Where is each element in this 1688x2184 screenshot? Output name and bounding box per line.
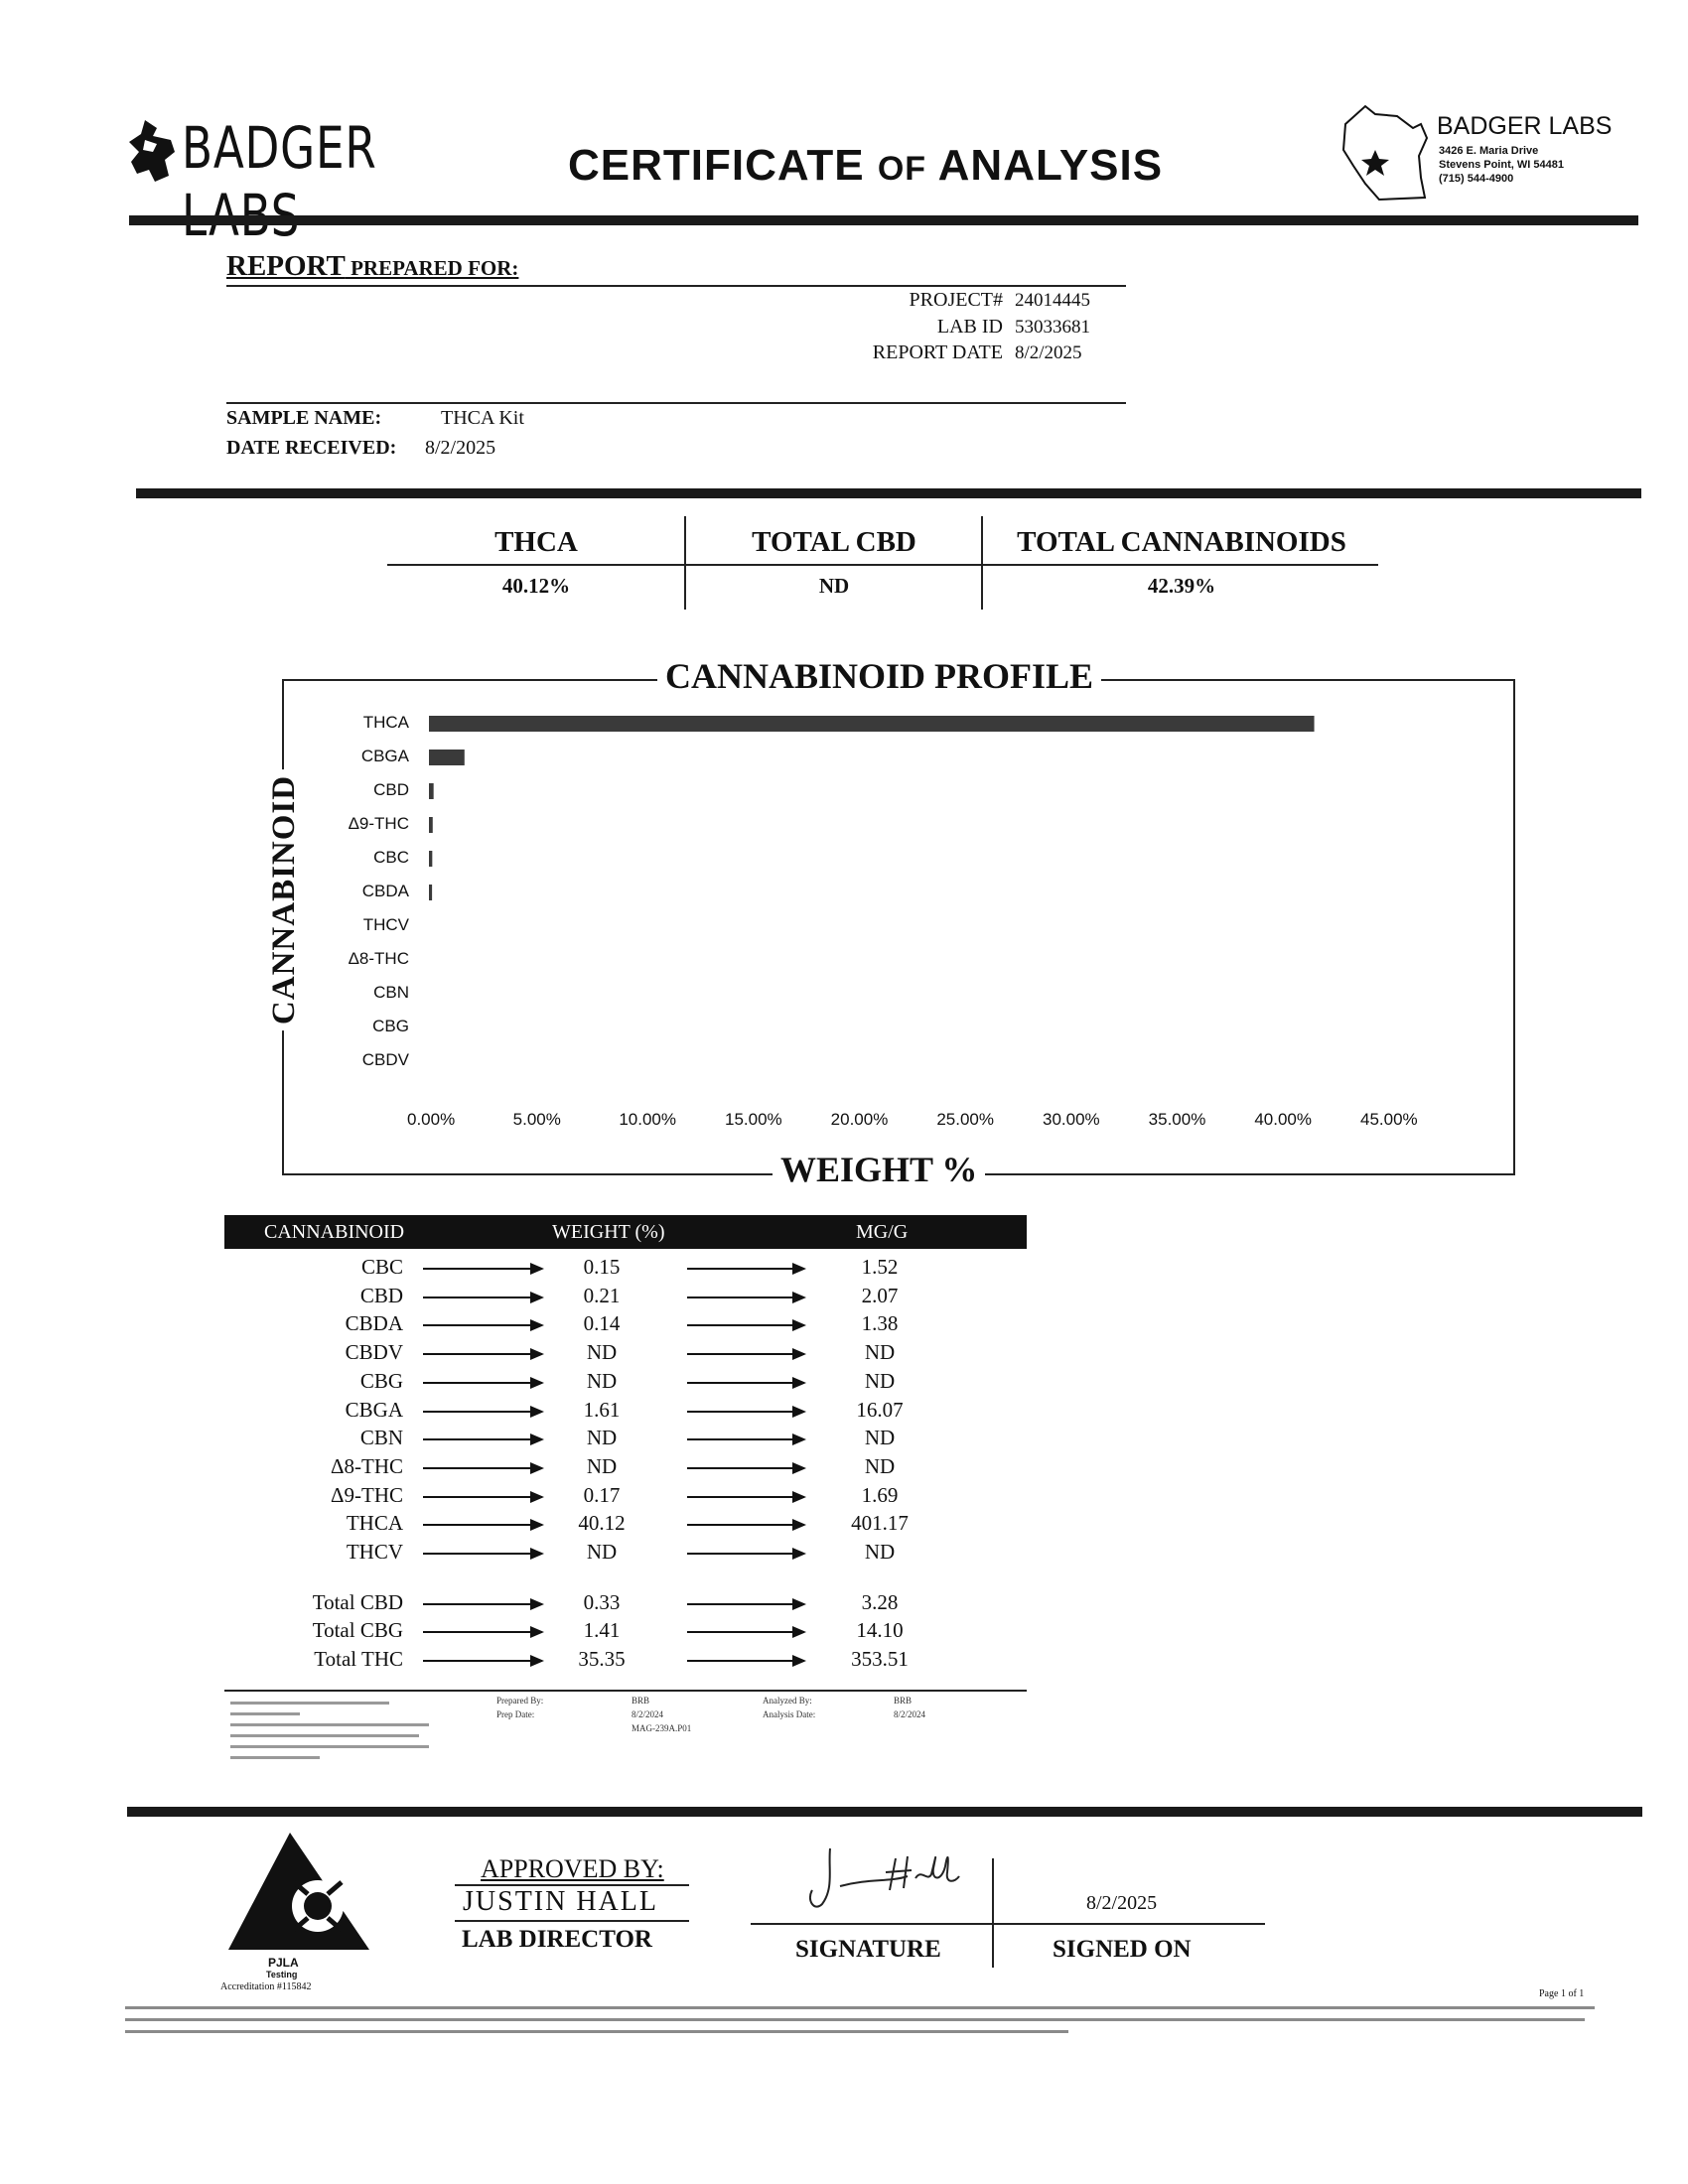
table-row-mgg: ND: [864, 1540, 896, 1564]
table-row-mgg: ND: [864, 1426, 896, 1450]
summary-thca-value: 40.12%: [501, 574, 571, 598]
row-arrow: [423, 1297, 542, 1298]
table-row-name: CBGA: [345, 1397, 403, 1422]
total-row-weight: 35.35: [578, 1647, 626, 1672]
chart-category-labels: [320, 713, 411, 1080]
director-name: JUSTIN HALL: [463, 1886, 658, 1917]
row-arrow: [423, 1324, 542, 1326]
total-row-name: Total CBG: [312, 1618, 403, 1643]
chart-title: CANNABINOID PROFILE: [657, 655, 1101, 697]
chart-bar: [429, 783, 434, 799]
table-row-weight: ND: [586, 1453, 618, 1478]
chart-category-label: CBDA: [361, 882, 409, 900]
title-of: OF: [877, 150, 927, 188]
chart-category-label: THCV: [362, 915, 409, 934]
chart-tick-label: 10.00%: [619, 1110, 676, 1129]
header-divider: [129, 215, 1638, 225]
chart-tick-label: 40.00%: [1254, 1110, 1312, 1129]
pjla-logo-icon: [220, 1829, 379, 1958]
row-arrow: [423, 1660, 542, 1662]
address-lab-name: BADGER LABS: [1437, 112, 1613, 140]
row-arrow: [423, 1268, 542, 1270]
row-arrow: [687, 1353, 804, 1355]
prep-date-value: 8/2/2024: [632, 1709, 664, 1719]
table-bottom-rule: [224, 1690, 1027, 1692]
date-received-value: 8/2/2025: [425, 437, 496, 459]
chart-tick-label: 35.00%: [1148, 1110, 1206, 1129]
row-arrow: [687, 1631, 804, 1633]
y-axis-title: CANNABINOID: [267, 768, 304, 1029]
row-arrow: [687, 1524, 804, 1526]
chart-tick-label: 25.00%: [936, 1110, 994, 1129]
chart-bar: [429, 851, 432, 867]
document-title: [568, 141, 1163, 191]
chart-bar: [429, 750, 465, 765]
col-header-mgg: MG/G: [856, 1221, 909, 1243]
analyzed-by-label: Analyzed By:: [763, 1696, 812, 1706]
row-arrow: [423, 1631, 542, 1633]
title-part-2: ANALYSIS: [926, 141, 1164, 190]
project-value: 24014445: [1015, 290, 1090, 311]
table-row-weight: 0.14: [583, 1311, 621, 1336]
col-header-weight: WEIGHT (%): [552, 1221, 665, 1243]
table-row-name: CBC: [360, 1255, 403, 1279]
row-arrow: [423, 1467, 542, 1469]
row-arrow: [687, 1324, 804, 1326]
project-label: PROJECT#: [909, 289, 1003, 311]
chart-tick-label: 30.00%: [1043, 1110, 1100, 1129]
sample-divider: [226, 402, 1126, 404]
address-line-1: 3426 E. Maria Drive: [1439, 145, 1539, 157]
sample-name-value: THCA Kit: [441, 407, 524, 429]
table-row-mgg: 2.07: [861, 1283, 899, 1307]
report-prepared-for: [226, 250, 518, 283]
x-axis-title: WEIGHT %: [773, 1149, 985, 1190]
wisconsin-map-icon: [1336, 94, 1435, 204]
logo-text: BADGER: [182, 114, 377, 182]
table-row-name: THCA: [346, 1511, 403, 1536]
summary-thca-label: THCA: [494, 526, 578, 558]
footer-divider: [127, 1807, 1642, 1817]
chart-category-label: CBN: [373, 983, 409, 1002]
chart-bar: [429, 716, 1315, 732]
chart-tick-label: 15.00%: [725, 1110, 782, 1129]
chart-bar: [429, 885, 432, 900]
results-table-body: [224, 1255, 1027, 1692]
report-underline: [226, 285, 1126, 287]
sample-name-label: SAMPLE NAME:: [226, 407, 382, 429]
lab-id-label: LAB ID: [936, 316, 1003, 338]
badger-logo: [127, 114, 504, 194]
row-arrow: [687, 1438, 804, 1440]
chart-tick-label: 5.00%: [512, 1110, 561, 1129]
lab-address-block: [1336, 94, 1633, 213]
method-value: MAG-239A.P01: [632, 1723, 692, 1733]
table-row-weight: 1.61: [583, 1397, 621, 1422]
col-header-cannabinoid: CANNABINOID: [264, 1221, 405, 1243]
disclaimer-text: [125, 2001, 1615, 2061]
prep-date-label: Prep Date:: [496, 1709, 535, 1719]
pjla-org: PJLA: [268, 1956, 299, 1970]
row-arrow: [687, 1660, 804, 1662]
table-row-weight: ND: [586, 1340, 618, 1365]
row-arrow: [423, 1438, 542, 1440]
fine-print-illegible: [230, 1698, 449, 1777]
row-arrow: [687, 1382, 804, 1384]
table-row-weight: ND: [586, 1368, 618, 1393]
table-row-name: Δ9-THC: [331, 1482, 403, 1507]
report-title-small: PREPARED FOR:: [345, 256, 519, 280]
report-date-value: 8/2/2025: [1015, 342, 1082, 363]
signed-on-label: SIGNED ON: [1053, 1936, 1192, 1963]
approved-by-label: APPROVED BY:: [481, 1854, 664, 1883]
row-arrow: [423, 1353, 542, 1355]
prepared-by-value: BRB: [632, 1696, 650, 1706]
table-row-name: THCV: [346, 1540, 403, 1564]
summary-cbd-label: TOTAL CBD: [752, 526, 916, 558]
table-row-weight: ND: [586, 1540, 618, 1564]
chart-category-label: CBC: [373, 848, 409, 867]
row-arrow: [423, 1524, 542, 1526]
summary-underline: [387, 564, 1378, 566]
report-title-big: REPORT: [226, 250, 346, 282]
signature-image: [800, 1839, 969, 1918]
analysis-date-value: 8/2/2024: [894, 1709, 926, 1719]
title-part-1: CERTIFICATE: [568, 141, 878, 190]
table-row-weight: 0.15: [583, 1255, 621, 1279]
chart-tick-label: 20.00%: [830, 1110, 889, 1129]
pjla-number: Accreditation #115842: [220, 1981, 312, 1992]
table-row-mgg: 1.52: [861, 1255, 899, 1279]
table-header: [224, 1215, 1027, 1249]
director-title: LAB DIRECTOR: [462, 1926, 652, 1953]
total-row-name: Total CBD: [312, 1589, 403, 1614]
chart-category-label: CBG: [372, 1017, 409, 1035]
row-arrow: [423, 1553, 542, 1555]
section-divider: [136, 488, 1641, 498]
total-row-weight: 0.33: [583, 1589, 621, 1614]
signature-rule: [751, 1923, 1265, 1925]
chart-plot-area: [417, 713, 1460, 1090]
prepared-by-label: Prepared By:: [496, 1696, 544, 1706]
pjla-sub: Testing: [266, 1970, 298, 1979]
table-row-mgg: 401.17: [851, 1511, 909, 1536]
table-row-name: CBN: [359, 1426, 403, 1450]
analyzed-by-value: BRB: [894, 1696, 913, 1706]
table-row-name: CBDV: [345, 1340, 403, 1365]
table-row-weight: 40.12: [578, 1511, 626, 1536]
row-arrow: [423, 1603, 542, 1605]
total-row-name: Total THC: [314, 1647, 403, 1672]
report-date-label: REPORT DATE: [872, 341, 1003, 363]
row-arrow: [423, 1382, 542, 1384]
total-row-mgg: 3.28: [861, 1589, 899, 1614]
table-row-mgg: 1.38: [861, 1311, 899, 1336]
table-row-mgg: 1.69: [861, 1482, 899, 1507]
table-row-mgg: ND: [864, 1340, 896, 1365]
row-arrow: [687, 1496, 804, 1498]
chart-category-label: CBD: [373, 780, 409, 799]
summary-cbd-value: ND: [818, 574, 850, 598]
total-row-mgg: 14.10: [856, 1618, 904, 1643]
page-number: Page 1 of 1: [1539, 1988, 1585, 1999]
row-arrow: [687, 1411, 804, 1413]
chart-tick-labels: [377, 1110, 1470, 1136]
table-row-weight: 0.21: [583, 1283, 621, 1307]
summary-total-value: 42.39%: [1147, 574, 1216, 598]
row-arrow: [687, 1268, 804, 1270]
date-received-label: DATE RECEIVED:: [226, 437, 397, 459]
chart-category-label: CBGA: [360, 747, 409, 765]
badger-head-icon: [127, 118, 177, 184]
total-row-weight: 1.41: [583, 1618, 621, 1643]
table-row-mgg: ND: [864, 1453, 896, 1478]
address-line-2: Stevens Point, WI 54481: [1439, 159, 1564, 171]
signature-label: SIGNATURE: [795, 1936, 941, 1963]
row-arrow: [687, 1553, 804, 1555]
table-row-name: Δ8-THC: [331, 1453, 403, 1478]
table-row-mgg: 16.07: [856, 1397, 904, 1422]
chart-category-label: CBDV: [361, 1050, 409, 1069]
signature-separator: [992, 1858, 994, 1968]
total-row-mgg: 353.51: [851, 1647, 909, 1672]
row-arrow: [423, 1411, 542, 1413]
signed-on-value: 8/2/2025: [1086, 1892, 1158, 1914]
chart-category-label: THCA: [362, 713, 409, 732]
row-arrow: [687, 1297, 804, 1298]
table-row-name: CBD: [359, 1283, 403, 1307]
table-row-weight: ND: [586, 1426, 618, 1450]
row-arrow: [687, 1603, 804, 1605]
chart-tick-label: 45.00%: [1360, 1110, 1418, 1129]
pjla-accreditation: [220, 1829, 379, 1997]
lab-id-value: 53033681: [1015, 317, 1090, 338]
table-row-name: CBDA: [345, 1311, 403, 1336]
chart-category-label: Δ9-THC: [348, 814, 409, 833]
chart-tick-label: 0.00%: [407, 1110, 456, 1129]
address-line-3: (715) 544-4900: [1439, 173, 1514, 185]
director-rule: [455, 1920, 689, 1922]
table-row-weight: 0.17: [583, 1482, 621, 1507]
chart-category-label: Δ8-THC: [348, 949, 409, 968]
fine-print-block: [496, 1696, 993, 1735]
analysis-date-label: Analysis Date:: [763, 1709, 816, 1719]
row-arrow: [687, 1467, 804, 1469]
row-arrow: [423, 1496, 542, 1498]
chart-bar: [429, 817, 433, 833]
table-row-mgg: ND: [864, 1368, 896, 1393]
table-row-name: CBG: [359, 1368, 403, 1393]
summary-total-label: TOTAL CANNABINOIDS: [1017, 526, 1346, 558]
